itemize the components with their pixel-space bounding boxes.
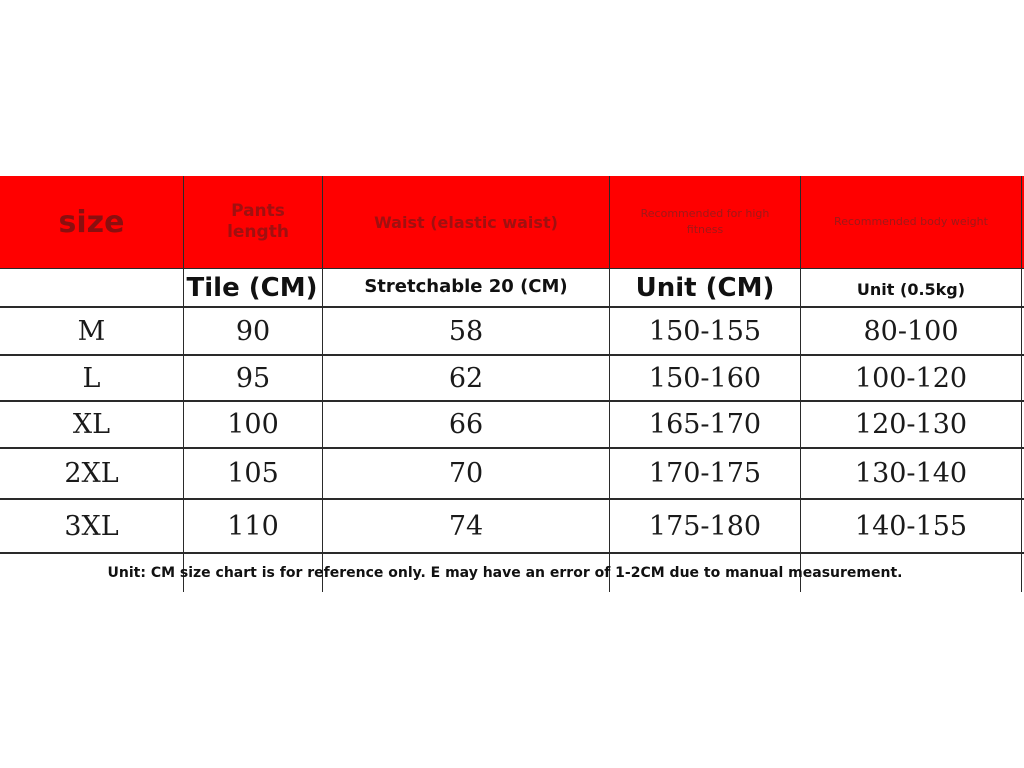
header-recommended-height: Recommended for high fitness — [640, 207, 770, 236]
weight-cell: 140-155 — [854, 510, 968, 542]
waist-cell: 70 — [448, 458, 484, 489]
height-cell: 150-160 — [648, 362, 762, 394]
size-cell: 3XL — [64, 510, 119, 542]
pants-length-cell: 95 — [235, 362, 271, 394]
waist-cell: 62 — [448, 362, 484, 394]
weight-cell: 130-140 — [854, 458, 968, 489]
size-cell: L — [82, 362, 101, 394]
pants-length-cell: 110 — [227, 510, 279, 542]
weight-cell: 80-100 — [863, 315, 959, 347]
size-chart-table — [0, 176, 1024, 592]
pants-length-cell: 100 — [227, 409, 279, 440]
waist-cell: 74 — [448, 510, 484, 542]
column-divider — [1021, 176, 1022, 592]
weight-cell: 120-130 — [854, 409, 968, 440]
header-waist: Waist (elastic waist) — [374, 212, 558, 232]
pants-length-cell: 90 — [235, 315, 271, 347]
size-cell: XL — [72, 409, 111, 440]
unit-waist: Stretchable 20 (CM) — [364, 275, 568, 297]
weight-cell: 100-120 — [854, 362, 968, 394]
height-cell: 150-155 — [648, 315, 762, 347]
header-size: size — [58, 204, 125, 240]
unit-pants-length: Tile (CM) — [186, 273, 318, 303]
row-divider — [0, 552, 1024, 554]
waist-cell: 58 — [448, 315, 484, 347]
unit-weight: Unit (0.5kg) — [856, 279, 966, 299]
height-cell: 170-175 — [648, 458, 762, 489]
height-cell: 175-180 — [648, 510, 762, 542]
size-cell: M — [77, 315, 106, 347]
waist-cell: 66 — [448, 409, 484, 440]
size-cell: 2XL — [64, 458, 119, 489]
height-cell: 165-170 — [648, 409, 762, 440]
footnote: Unit: CM size chart is for reference only. E may have an error of 1-2CM due to manual measurement. — [107, 565, 903, 581]
unit-height: Unit (CM) — [635, 273, 775, 303]
header-recommended-weight: Recommended body weight — [834, 215, 988, 228]
header-pants-length: Pants length — [227, 201, 289, 242]
pants-length-cell: 105 — [227, 458, 279, 489]
